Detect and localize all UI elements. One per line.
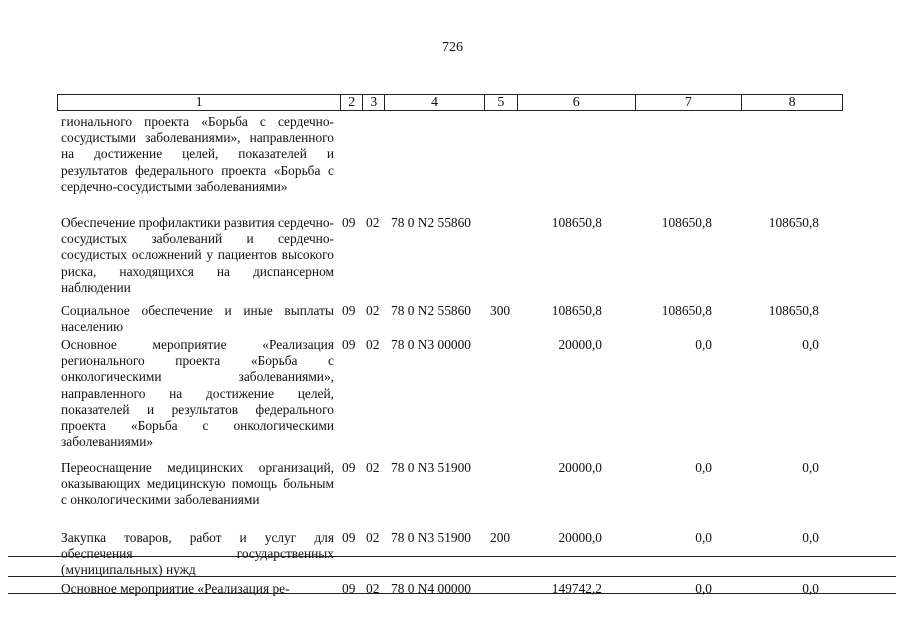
row-rz: 09 [342, 215, 356, 230]
row-value-8: 108650,8 [768, 303, 819, 318]
row-value-8: 0,0 [802, 337, 819, 352]
row-pr: 02 [366, 581, 380, 596]
row-rz: 09 [342, 303, 356, 318]
row-cs: 78 0 N2 55860 [391, 215, 471, 230]
row-cs: 78 0 N3 00000 [391, 337, 471, 352]
table-row [0, 460, 905, 530]
row-value-6: 108650,8 [551, 215, 602, 230]
row-name: Основное мероприятие «Реализация регионального проекта «Борьба с онкологическими заболеваниями», направленного на достижение целей, показателей и результатов федерального проекта «Борьба с онкологическими заболеваниями» [61, 337, 334, 450]
page-number: 726 [442, 40, 463, 55]
row-value-6: 20000,0 [558, 337, 602, 352]
row-name: Закупка товаров, работ и услуг для обеспечения государственных (муниципальных) нужд [61, 530, 334, 578]
table-header [57, 94, 843, 111]
row-pr: 02 [366, 215, 380, 230]
page-edge-rule [8, 556, 896, 557]
row-cs: 78 0 N3 51900 [391, 530, 471, 545]
table-row [0, 215, 905, 303]
row-rz: 09 [342, 337, 356, 352]
row-value-6: 149742,2 [551, 581, 602, 596]
row-value-6: 108650,8 [551, 303, 602, 318]
row-name: гионального проекта «Борьба с сердечно-сосудистыми заболеваниями», направленного на достижение целей, показателей и результатов федерального проекта «Борьба с сердечно-сосудистыми заболеваниями» [61, 114, 334, 194]
header-col-7: 7 [636, 95, 743, 110]
row-value-7: 108650,8 [661, 303, 712, 318]
row-name: Обеспечение профилактики развития сердечно-сосудистых заболеваний и сердечно-сосудистых осложнений у пациентов высокого риска, находящихся на диспансерном наблюдении [61, 215, 334, 295]
row-pr: 02 [366, 530, 380, 545]
row-value-7: 0,0 [695, 581, 712, 596]
page-edge-rule [8, 593, 896, 594]
row-cs: 78 0 N2 55860 [391, 303, 471, 318]
table-body [0, 114, 905, 599]
row-value-7: 0,0 [695, 337, 712, 352]
row-value-6: 20000,0 [558, 460, 602, 475]
row-cs: 78 0 N4 00000 [391, 581, 471, 596]
row-value-8: 0,0 [802, 530, 819, 545]
row-value-7: 108650,8 [661, 215, 712, 230]
row-name: Переоснащение медицинских организаций, оказывающих медицинскую помощь больным с онкологическими заболеваниями [61, 460, 334, 508]
row-value-7: 0,0 [695, 530, 712, 545]
header-col-6: 6 [518, 95, 636, 110]
table-row [0, 303, 905, 337]
row-name: Основное мероприятие «Реализация ре- [61, 581, 290, 596]
row-vr: 200 [490, 530, 511, 545]
header-col-8: 8 [788, 95, 796, 110]
table-row [0, 337, 905, 460]
row-value-8: 108650,8 [768, 215, 819, 230]
row-value-8: 0,0 [802, 460, 819, 475]
row-value-6: 20000,0 [558, 530, 602, 545]
row-rz: 09 [342, 581, 356, 596]
row-value-7: 0,0 [695, 460, 712, 475]
table-row [0, 114, 905, 215]
row-vr: 300 [490, 303, 511, 318]
header-col-4: 4 [385, 95, 485, 110]
table-row [0, 581, 905, 599]
row-rz: 09 [342, 460, 356, 475]
header-col-2: 2 [341, 95, 363, 110]
header-col-1: 1 [58, 95, 341, 110]
row-pr: 02 [366, 460, 380, 475]
row-value-8: 0,0 [802, 581, 819, 596]
row-rz: 09 [342, 530, 356, 545]
row-cs: 78 0 N3 51900 [391, 460, 471, 475]
page-edge-rule [8, 576, 896, 577]
row-name: Социальное обеспечение и иные выплаты населению [61, 303, 334, 335]
header-col-5: 5 [485, 95, 518, 110]
header-col-3: 3 [363, 95, 385, 110]
row-pr: 02 [366, 337, 380, 352]
row-pr: 02 [366, 303, 380, 318]
